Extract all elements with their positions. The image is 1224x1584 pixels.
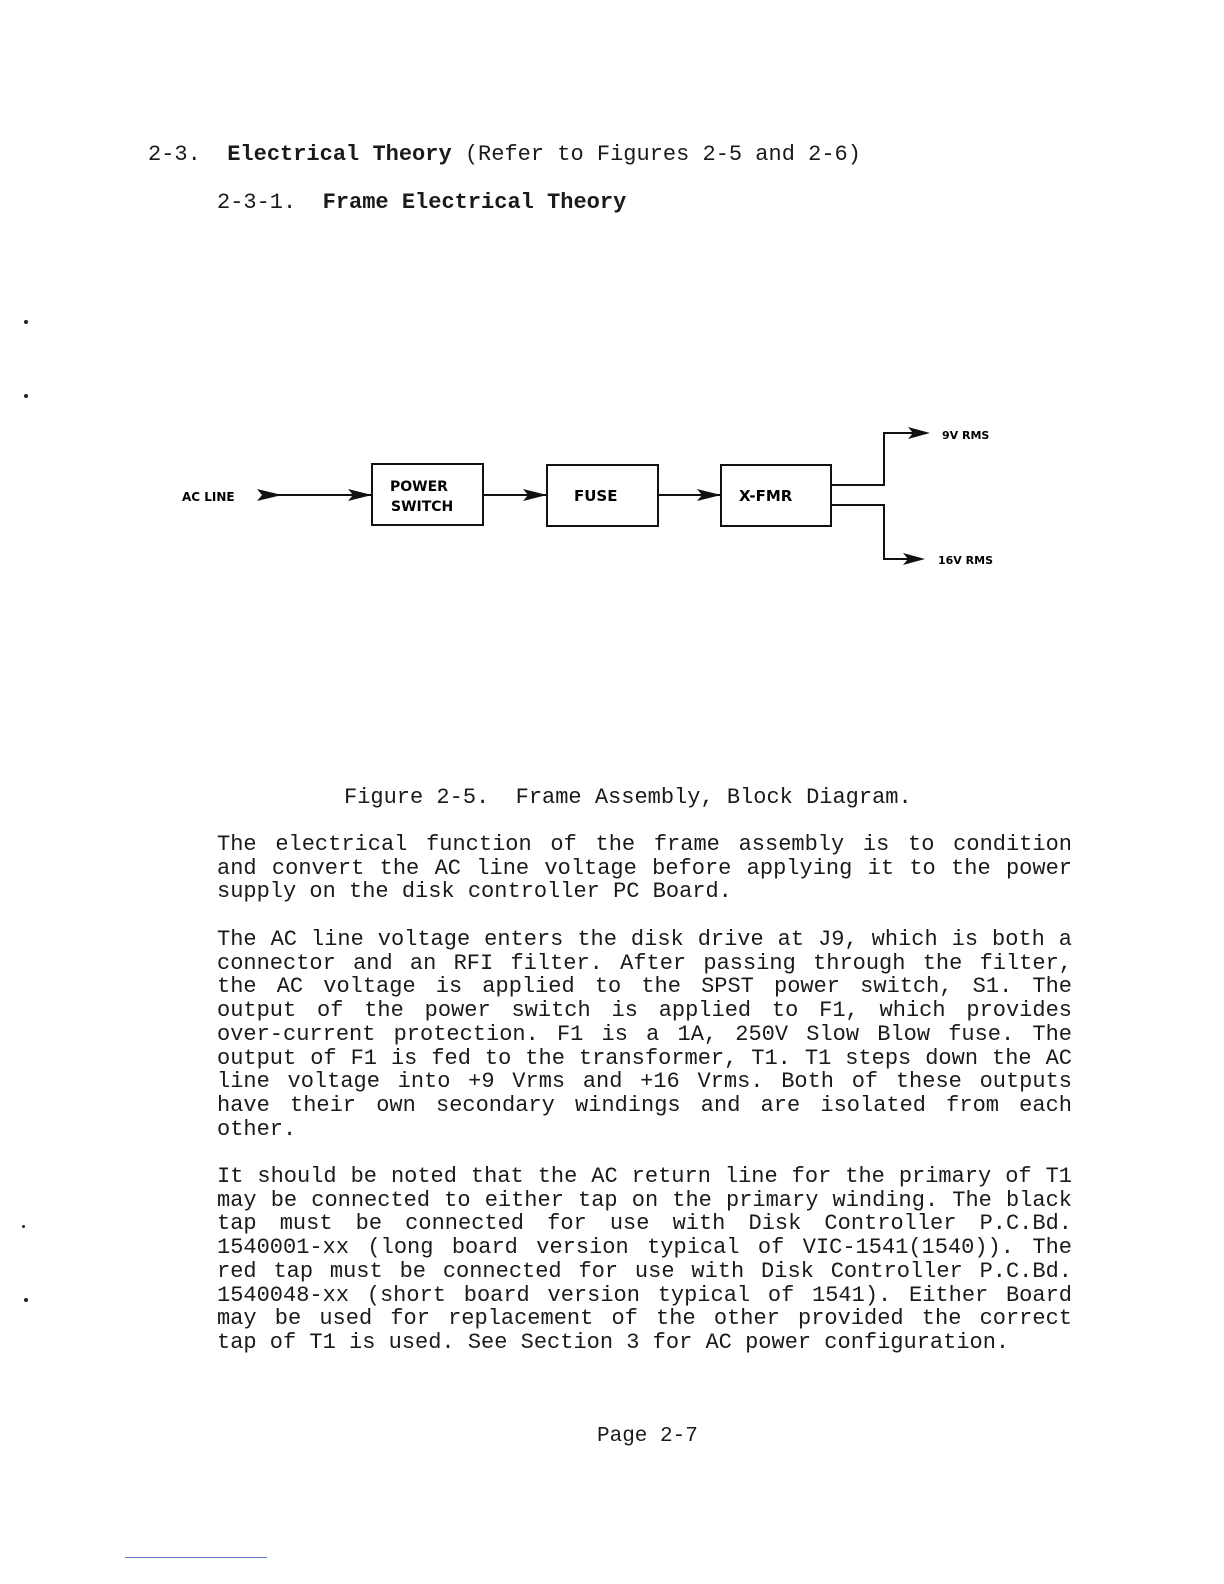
output-16v-label: 16V RMS — [938, 554, 993, 567]
subsection-number: 2-3-1. — [217, 190, 297, 215]
paragraph: It should be noted that the AC return line for the primary of T1 may be connected to either tap on the primary winding. The black tap must be connected for use with Disk Controller P.C.Bd. 1540001-xx (long board version typical of VIC-1541(1540)). The red tap must be connected for use with Disk Controller P.C.Bd. 1540048-xx (short board version typical of 1541). Either Board may be used for replacement of the other provided the correct tap of T1 is used. See Section 3 for AC power configuration. — [217, 1164, 1072, 1355]
section-title: Electrical Theory — [227, 142, 452, 167]
paragraph: The AC line voltage enters the disk drive at J9, which is both a connector and an RFI filter. After passing through the filter, the AC voltage is applied to the SPST power switch, S1. The output of the power switch is applied to F1, which provides over-current protection. F1 is a 1A, 250V Slow Blow fuse. The output of F1 is fed to the transformer, T1. T1 steps down the AC line voltage into +9 Vrms and +16 Vrms. Both of these outputs have their own secondary windings and are isolated from each other. — [217, 927, 1072, 1142]
margin-dot — [22, 1225, 25, 1228]
ac-line-label: AC LINE — [182, 490, 235, 504]
block-diagram — [0, 0, 1224, 700]
section-reference: (Refer to Figures 2-5 and 2-6) — [464, 142, 861, 167]
subsection-title: Frame Electrical Theory — [322, 190, 627, 215]
input-arrow-icon — [257, 489, 282, 501]
margin-dot — [24, 1298, 28, 1302]
paragraph: The electrical function of the frame assembly is to condition and convert the AC line voltage before applying it to the power supply on the disk controller PC Board. — [217, 832, 1072, 905]
output-9v-label: 9V RMS — [942, 429, 990, 442]
fuse-label: FUSE — [574, 487, 618, 505]
xfmr-label: X-FMR — [739, 487, 793, 505]
page-number: Page 2-7 — [597, 1425, 698, 1448]
section-number: 2-3. — [148, 142, 201, 167]
power-switch-label-line1: POWER — [390, 479, 448, 495]
figure-caption: Figure 2-5. Frame Assembly, Block Diagram. — [344, 785, 912, 810]
output-16v-wire — [831, 505, 910, 559]
output-9v-wire — [831, 433, 915, 485]
power-switch-label-line2: SWITCH — [391, 499, 454, 515]
bottom-rule — [125, 1557, 267, 1558]
